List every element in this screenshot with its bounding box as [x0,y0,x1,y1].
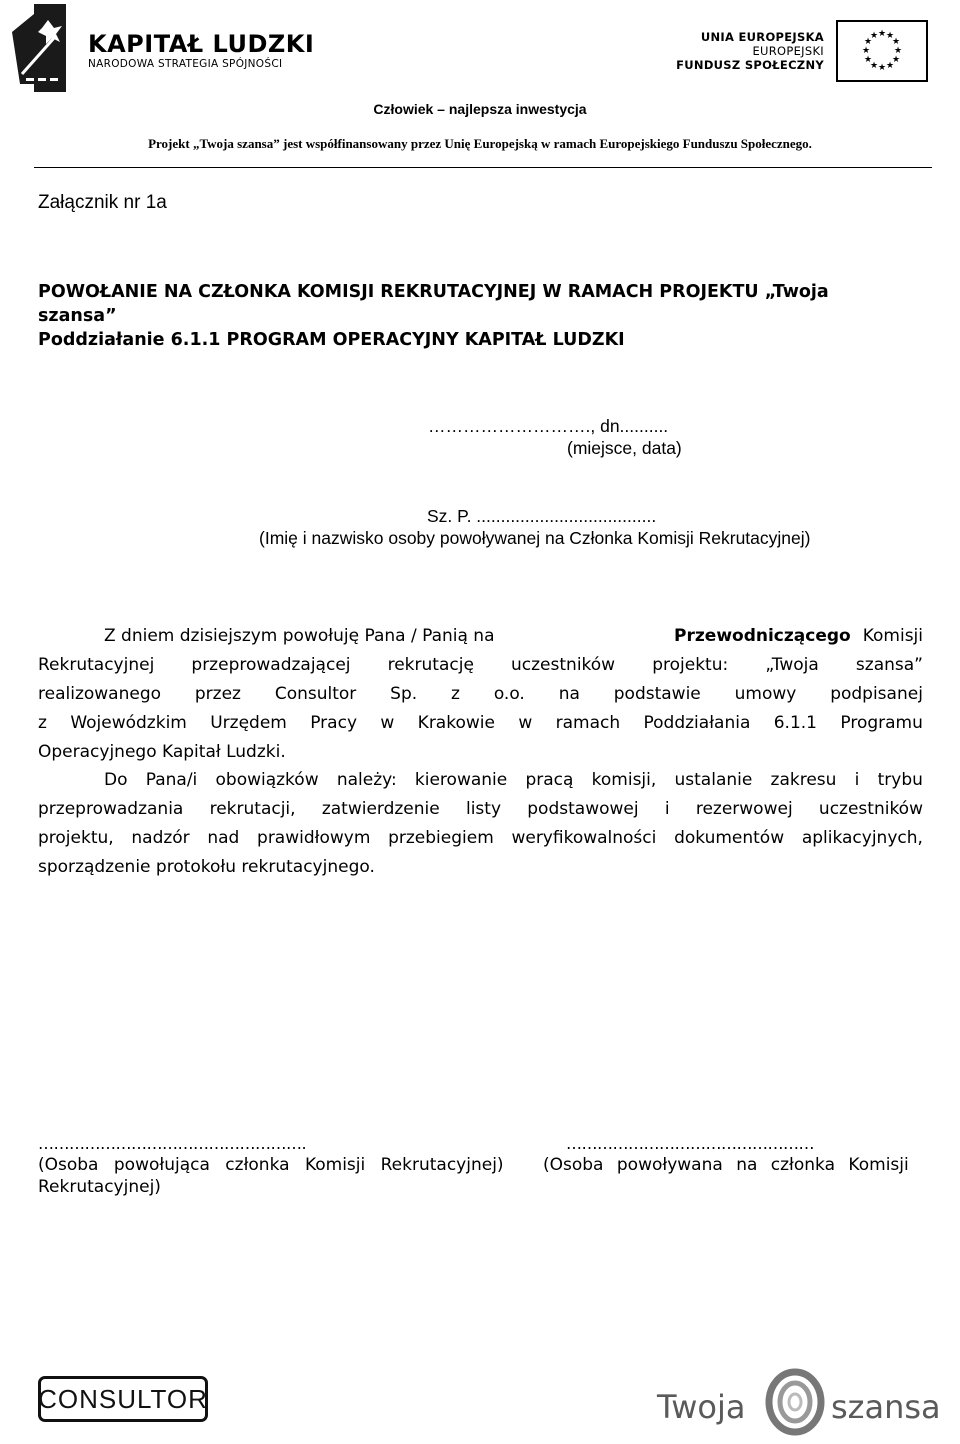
para-line [38,651,923,680]
para-line [38,680,923,709]
word: przeprowadzającej [191,655,351,675]
szansa-logo-text: szansa [831,1388,941,1426]
word: o.o. [493,684,525,704]
para-line [38,622,923,651]
word: przebiegiem [388,828,494,848]
word: projektu: [652,655,729,675]
kapital-ludzki-title: KAPITAŁ LUDZKI [88,30,315,58]
header-divider [34,167,932,168]
word: zakresu [770,770,837,790]
svg-text:★: ★ [891,36,901,46]
word: Krakowie [417,713,495,733]
word: Pracy [310,713,358,733]
twoja-szansa-logo [655,1368,945,1438]
word: Poddziałania [643,713,751,733]
svg-text:★: ★ [885,30,895,40]
svg-text:★: ★ [891,54,901,64]
word: kierowanie [414,770,508,790]
eu-label-line2: EUROPEJSKI [752,44,824,58]
word: Rekrutacyjnej [38,655,155,675]
consultor-logo [38,1376,208,1422]
signature-caption-line: (Osoba powołująca członka Komisji Rekrutacyjnej) [38,1155,504,1175]
word: zatwierdzenie [321,799,440,819]
word: obowiązków [215,770,319,790]
word: aplikacyjnych, [801,828,923,848]
word: rekrutacji, [209,799,296,819]
svg-text:★: ★ [863,54,873,64]
word: i [664,799,670,819]
svg-text:★: ★ [893,45,903,55]
word: na [558,684,580,704]
document-heading [38,280,928,352]
heading-line: szansa” [38,306,117,326]
duties-paragraph [38,766,923,882]
swirl-icon [769,1372,821,1432]
signature-caption-line: (Osoba powoływana na członka Komisji [543,1155,909,1175]
eu-label-line3: FUNDUSZ SPOŁECZNY [676,58,824,72]
word: nadzór [131,828,190,848]
word: Urzędem [210,713,287,733]
kapital-ludzki-logo-icon [8,4,68,92]
signature-left-dots: ……………………………………………. [38,1134,307,1153]
heading-line: Poddziałanie 6.1.1 PROGRAM OPERACYJNY KAPITAŁ LUDZKI [38,330,625,350]
word: Sp. [390,684,418,704]
word: realizowanego [38,684,162,704]
svg-text:★: ★ [869,60,879,70]
para-line: sporządzenie protokołu rekrutacyjnego. [38,857,375,877]
svg-text:★: ★ [877,28,887,38]
word: „Twoja [765,655,819,675]
word: podpisanej [830,684,923,704]
para-line [38,709,923,738]
appointment-paragraph [38,622,923,767]
eu-label-line1: UNIA EUROPEJSKA [700,30,824,44]
word: należy: [336,770,397,790]
word: Consultor [274,684,357,704]
word: w [380,713,395,733]
para-line [38,824,923,853]
word: Programu [840,713,923,733]
svg-text:★: ★ [885,60,895,70]
word: umowy [734,684,797,704]
signature-right-dots: ………………………………………… [566,1134,814,1153]
recipient-field: Sz. P. ..................................... [427,506,657,526]
heading-line: POWOŁANIE NA CZŁONKA KOMISJI REKRUTACYJNEJ W RAMACH PROJEKTU „Twoja [38,282,829,302]
word: ramach [555,713,621,733]
word: trybu [877,770,923,790]
role-bold: Przewodniczącego [674,626,851,646]
para-text: Z dniem dzisiejszym powołuję Pana / Panią na [104,626,495,646]
para-line: Operacyjnego Kapitał Ludzki. [38,742,286,762]
word: z [451,684,460,704]
word: prawidłowym [257,828,371,848]
place-date-field: ………………………., dn.......... [428,416,669,436]
kapital-ludzki-subtitle: NARODOWA STRATEGIA SPÓJNOŚCI [88,58,283,70]
para-text: Komisji [862,626,923,646]
word: dokumentów [674,828,785,848]
svg-text:★: ★ [861,45,871,55]
para-line [38,766,923,795]
word: weryfikowalności [511,828,657,848]
signature-right-caption [543,1154,923,1176]
word: podstawowej [527,799,639,819]
word: 6.1.1 [773,713,817,733]
word: nad [207,828,240,848]
word: rekrutację [387,655,474,675]
word: podstawie [613,684,701,704]
word: z [38,713,47,733]
project-cofinancing-line: Projekt „Twoja szansa” jest współfinansowany przez Unię Europejską w ramach Europejskiego Funduszu Społecznego. [148,136,812,151]
word: Wojewódzkim [70,713,187,733]
eu-flag-icon [836,20,928,82]
consultor-logo-text: CONSULTOR [38,1383,208,1414]
word: przez [194,684,241,704]
svg-text:★: ★ [869,30,879,40]
word: projektu, [38,828,114,848]
word: uczestników [818,799,923,819]
twoja-logo-text: Twoja [657,1388,746,1426]
para-line [38,795,923,824]
word: rezerwowej [695,799,793,819]
word: Pana/i [145,770,198,790]
signature-left-caption [38,1154,504,1198]
place-date-caption: (miejsce, data) [567,438,682,458]
signature-caption-line: Rekrutacyjnej) [38,1177,161,1197]
word: komisji, [591,770,657,790]
svg-text:★: ★ [877,62,887,72]
svg-text:★: ★ [863,36,873,46]
recipient-caption: (Imię i nazwisko osoby powoływanej na Członka Komisji Rekrutacyjnej) [259,528,811,548]
word: ustalanie [674,770,753,790]
word: pracą [525,770,574,790]
word: przeprowadzania [38,799,184,819]
word: w [518,713,533,733]
word: szansa” [855,655,923,675]
attachment-label: Załącznik nr 1a [38,192,167,213]
word: Do [104,770,128,790]
word: i [854,770,860,790]
word: listy [465,799,502,819]
motto: Człowiek – najlepsza inwestycja [373,101,587,117]
word: uczestników [511,655,616,675]
